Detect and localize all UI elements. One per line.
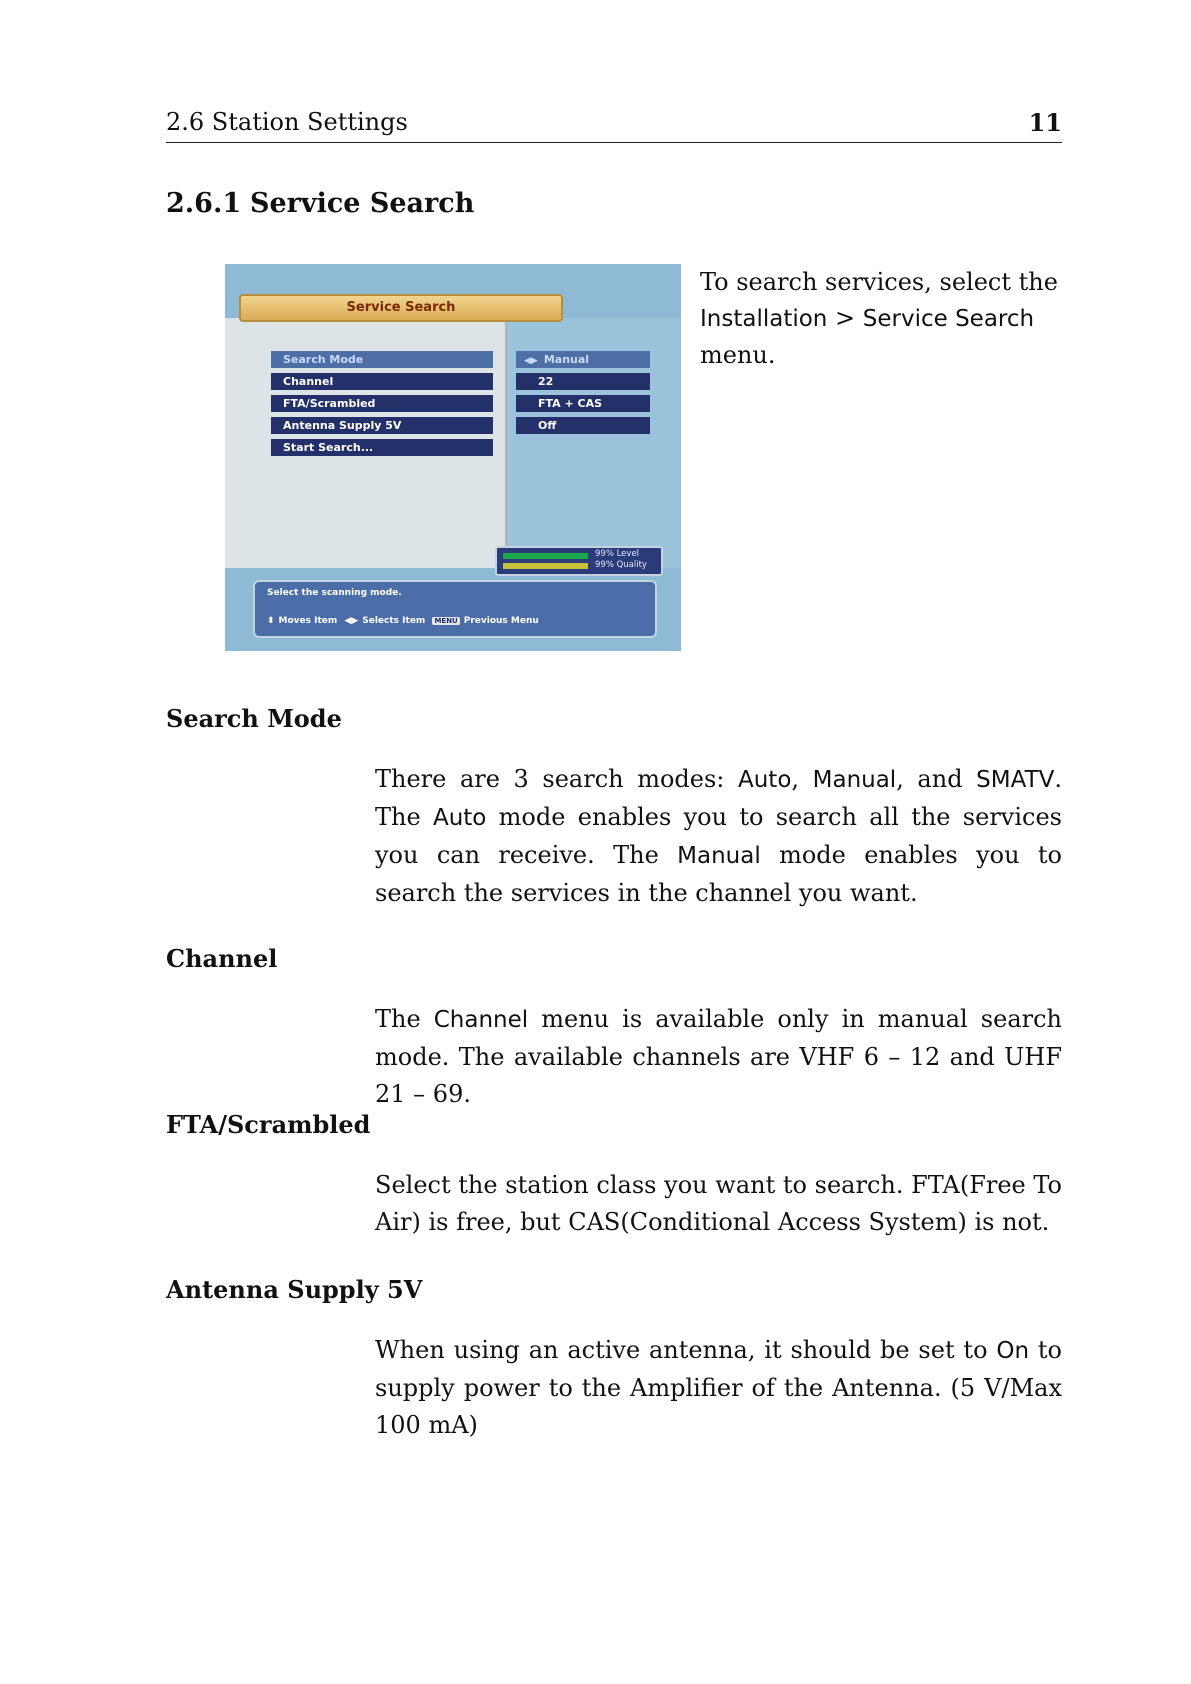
mode-auto: Auto bbox=[737, 767, 792, 793]
mode-manual: Manual bbox=[812, 767, 897, 793]
label-fta-scrambled: FTA/Scrambled bbox=[166, 1110, 371, 1139]
text: menu is available only in manual search mode. The available channels are VHF 6 – 12 and UHF 21 – 69. bbox=[375, 1005, 1062, 1108]
intro-paragraph bbox=[700, 264, 1060, 373]
menu-item-antenna-supply: Antenna Supply 5V bbox=[271, 417, 493, 434]
quality-bar bbox=[503, 563, 588, 569]
service-search-screenshot bbox=[225, 264, 681, 651]
help-line: Select the scanning mode. bbox=[267, 588, 402, 598]
text: , and bbox=[896, 765, 977, 793]
para-fta-scrambled: Select the station class you want to search. FTA(Free To Air) is free, but CAS(Conditional Access System) is not. bbox=[375, 1171, 1062, 1236]
menu-path-separator: > bbox=[827, 304, 863, 332]
screenshot-title: Service Search bbox=[239, 294, 563, 322]
level-bar bbox=[503, 553, 588, 559]
level-text: 99% Level bbox=[595, 549, 640, 559]
selects-item-label: Selects Item bbox=[362, 616, 426, 626]
subsection-title: Service Search bbox=[250, 188, 475, 219]
left-right-icon: ◀▶ bbox=[344, 616, 359, 626]
label-search-mode: Search Mode bbox=[166, 704, 342, 733]
value-search-mode bbox=[516, 351, 650, 368]
menu-key-icon: MENU bbox=[434, 617, 458, 625]
text: mode enables you to search all the services you can receive. The bbox=[375, 803, 1062, 869]
para-antenna-supply bbox=[375, 1332, 1062, 1444]
moves-item-label: Moves Item bbox=[278, 616, 338, 626]
nav-hints bbox=[267, 616, 543, 626]
help-box bbox=[253, 580, 657, 638]
value-channel: 22 bbox=[516, 373, 650, 390]
page-header bbox=[166, 104, 1062, 143]
value-antenna-supply: Off bbox=[516, 417, 650, 434]
value-fta-scrambled: FTA + CAS bbox=[516, 395, 650, 412]
mode-manual-2: Manual bbox=[677, 843, 761, 869]
setting-on: On bbox=[996, 1338, 1030, 1364]
previous-menu-label: Previous Menu bbox=[463, 616, 539, 626]
value-search-mode-text: Manual bbox=[543, 353, 590, 366]
signal-meter bbox=[495, 546, 663, 576]
subsection-number: 2.6.1 bbox=[166, 188, 242, 219]
text: , bbox=[791, 765, 813, 793]
text: mode enables you to search the services in the channel you want. bbox=[375, 841, 1062, 907]
label-channel: Channel bbox=[166, 944, 278, 973]
menu-channel: Channel bbox=[433, 1007, 529, 1033]
quality-text: 99% Quality bbox=[595, 560, 647, 570]
menu-item-start-search: Start Search... bbox=[271, 439, 493, 456]
para-search-mode bbox=[375, 761, 1062, 912]
up-down-icon: ⬍ bbox=[267, 616, 275, 626]
page-number: 11 bbox=[1028, 108, 1062, 137]
label-antenna-supply: Antenna Supply 5V bbox=[166, 1275, 423, 1304]
menu-path-installation: Installation bbox=[700, 306, 828, 332]
para-channel bbox=[375, 1001, 1062, 1113]
text: When using an active antenna, it should be set to bbox=[375, 1336, 997, 1364]
menu-item-fta-scrambled: FTA/Scrambled bbox=[271, 395, 493, 412]
mode-smatv: SMATV bbox=[976, 767, 1055, 793]
mode-auto-2: Auto bbox=[432, 805, 487, 831]
text: . The bbox=[375, 765, 1062, 831]
menu-path-service-search: Service Search bbox=[862, 306, 1035, 332]
menu-item-channel: Channel bbox=[271, 373, 493, 390]
intro-text-end: menu. bbox=[700, 341, 776, 369]
section-title: 2.6 Station Settings bbox=[166, 108, 408, 136]
menu-item-search-mode: Search Mode bbox=[271, 351, 493, 368]
intro-text: To search services, select the bbox=[700, 268, 1058, 296]
text: There are 3 search modes: bbox=[375, 765, 738, 793]
subsection-heading bbox=[166, 188, 474, 219]
text: The bbox=[375, 1005, 434, 1033]
text: to supply power to the Amplifier of the Antenna. (5 V/Max 100 mA) bbox=[375, 1336, 1062, 1439]
left-right-arrows-icon: ◀▶ bbox=[524, 356, 538, 366]
